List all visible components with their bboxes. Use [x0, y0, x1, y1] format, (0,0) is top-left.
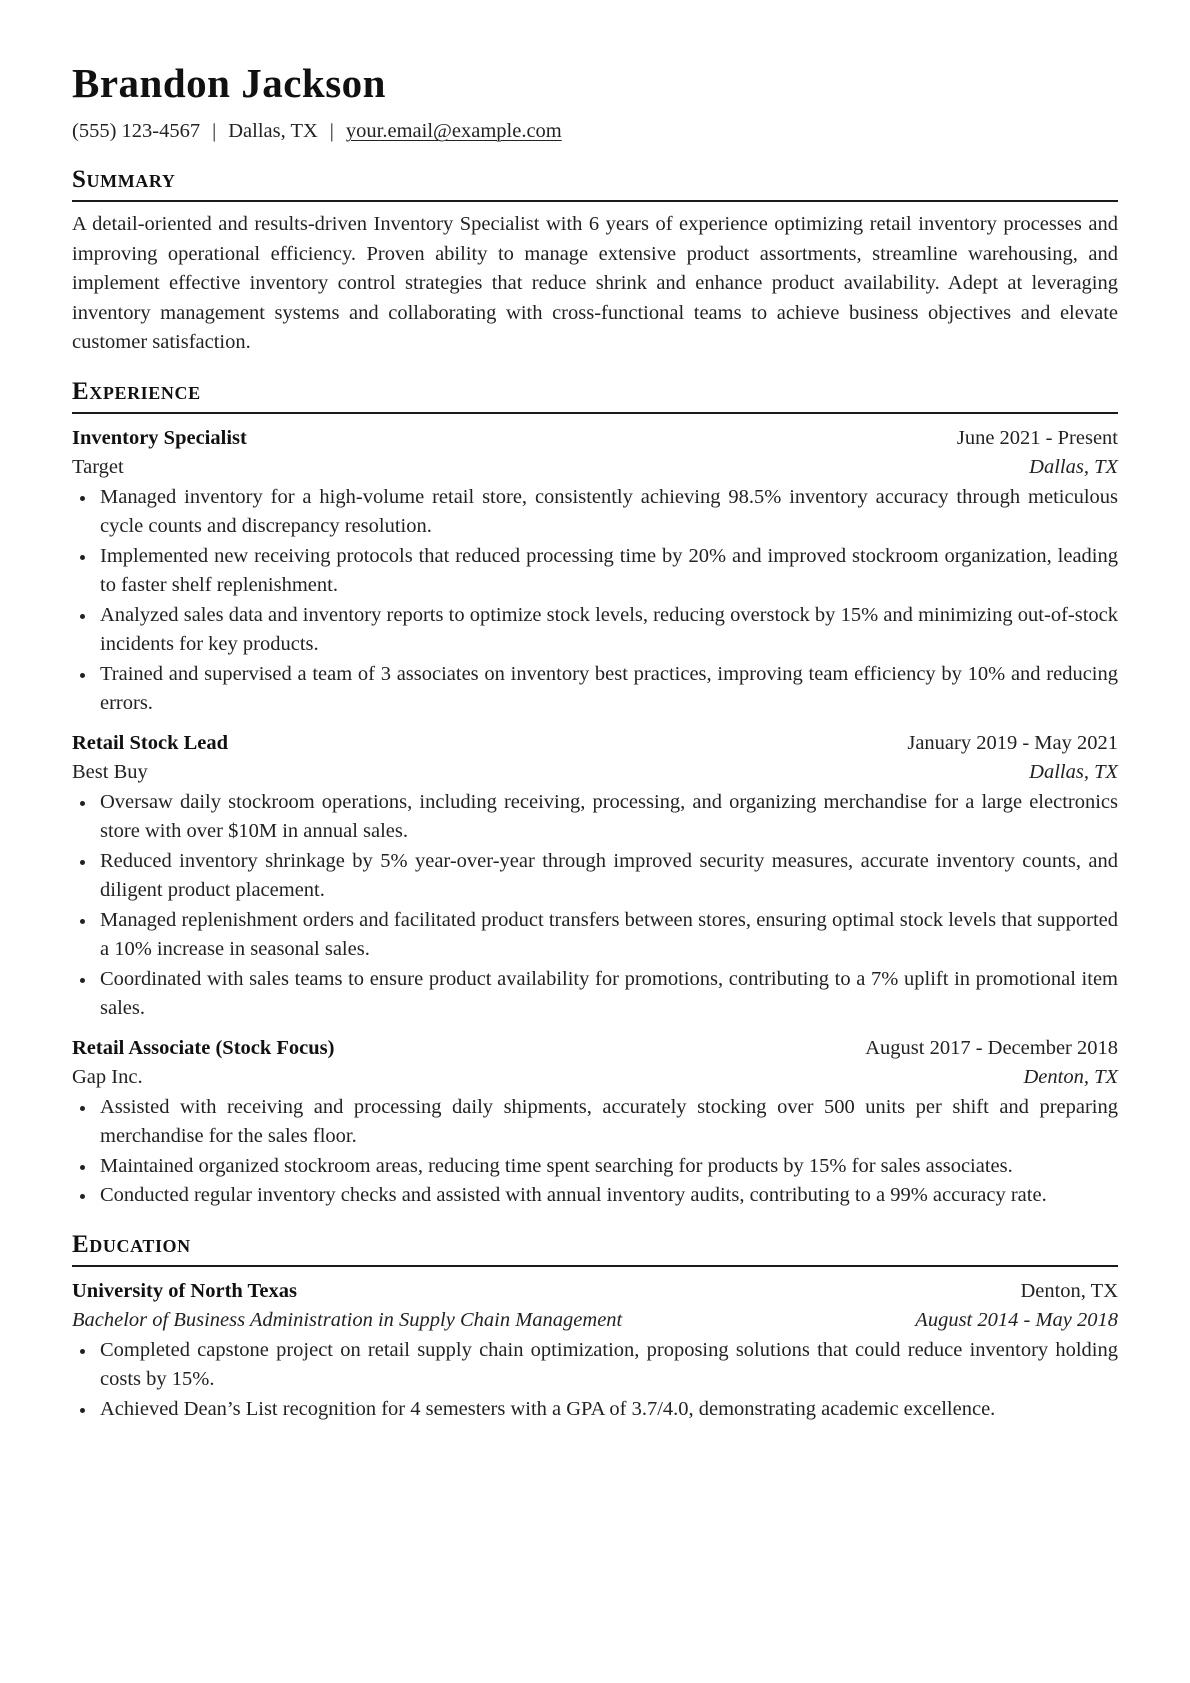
- contact-line: [72, 118, 1118, 144]
- section-divider: [72, 1265, 1118, 1267]
- experience-section: [72, 378, 1118, 1211]
- bullet-item: [72, 1181, 1118, 1211]
- bullet-icon: [80, 496, 85, 501]
- email-link[interactable]: your.email@example.com: [345, 120, 562, 142]
- job-location: Denton, TX: [1023, 1066, 1118, 1088]
- school-location: Denton, TX: [1020, 1279, 1118, 1302]
- education-section: [72, 1231, 1118, 1425]
- job-bullets: [72, 483, 1118, 719]
- bullet-icon: [80, 555, 85, 560]
- bullet-item: [72, 1336, 1118, 1395]
- bullet-text: Managed inventory for a high-volume retail store, consistently achieving 98.5% inventory accuracy through meticulous cycle counts and discrepancy resolution.: [100, 485, 1118, 537]
- job-dates: June 2021 - Present: [956, 426, 1118, 449]
- section-divider: [72, 200, 1118, 202]
- company: Best Buy: [72, 761, 148, 783]
- bullet-text: Trained and supervised a team of 3 associates on inventory best practices, improving team efficiency by 10% and reducing errors.: [100, 662, 1118, 714]
- bullet-text: Achieved Dean’s List recognition for 4 semesters with a GPA of 3.7/4.0, demonstrating academic excellence.: [100, 1397, 996, 1420]
- phone: (555) 123-4567: [72, 120, 201, 142]
- section-title-experience: Experience: [72, 377, 201, 405]
- summary-text: A detail-oriented and results-driven Inventory Specialist with 6 years of experience optimizing retail inventory processes and improving operational efficiency. Proven ability to manage extensive product assortments, streamline warehousing, and implement effective inventory control strategies that reduce shrink and enhance product availability. Adept at leveraging inventory management systems and collaborating with cross-functional teams to achieve business objectives and elevate customer satisfaction.: [72, 213, 1118, 353]
- bullet-text: Reduced inventory shrinkage by 5% year-over-year through improved security measures, accurate inventory counts, and diligent product placement.: [100, 849, 1118, 901]
- section-title-summary: Summary: [72, 166, 176, 193]
- bullet-icon: [80, 1408, 85, 1413]
- school-name: University of North Texas: [72, 1279, 297, 1302]
- company: Target: [72, 456, 124, 478]
- job-bullets: [72, 1093, 1118, 1211]
- job-entry: [72, 424, 1118, 719]
- job-dates: January 2019 - May 2021: [907, 731, 1118, 754]
- bullet-item: [72, 906, 1118, 965]
- location: Dallas, TX: [228, 120, 318, 142]
- bullet-item: [72, 483, 1118, 542]
- bullet-item: [72, 788, 1118, 847]
- bullet-item: [72, 1093, 1118, 1152]
- bullet-icon: [80, 614, 85, 619]
- bullet-text: Maintained organized stockroom areas, reducing time spent searching for products by 15% for sales associates.: [100, 1154, 1013, 1177]
- bullet-icon: [80, 1165, 85, 1170]
- bullet-text: Analyzed sales data and inventory reports to optimize stock levels, reducing overstock by 15% and minimizing out-of-stock incidents for key products.: [100, 603, 1118, 655]
- job-location: Dallas, TX: [1029, 761, 1118, 783]
- separator: |: [329, 120, 334, 142]
- bullet-item: [72, 660, 1118, 719]
- section-divider: [72, 412, 1118, 414]
- separator: |: [212, 120, 217, 142]
- job-entry: [72, 1034, 1118, 1211]
- education-dates: August 2014 - May 2018: [915, 1309, 1118, 1331]
- bullet-item: [72, 847, 1118, 906]
- bullet-icon: [80, 801, 85, 806]
- job-bullets: [72, 788, 1118, 1024]
- bullet-text: Assisted with receiving and processing daily shipments, accurately stocking over 500 units per shift and preparing merchandise for the sales floor.: [100, 1095, 1118, 1147]
- job-title: Retail Associate (Stock Focus): [72, 1036, 335, 1059]
- education-entry: [72, 1277, 1118, 1425]
- job-dates: August 2017 - December 2018: [865, 1036, 1118, 1059]
- bullet-icon: [80, 860, 85, 865]
- bullet-text: Managed replenishment orders and facilitated product transfers between stores, ensuring optimal stock levels that supported a 10% increase in seasonal sales.: [100, 908, 1118, 960]
- bullet-icon: [80, 673, 85, 678]
- bullet-text: Coordinated with sales teams to ensure product availability for promotions, contributing to a 7% uplift in promotional item sales.: [100, 967, 1118, 1019]
- section-title-education: Education: [72, 1230, 191, 1258]
- bullet-item: [72, 1395, 1118, 1425]
- bullet-icon: [80, 1194, 85, 1199]
- summary-section: [72, 166, 1118, 358]
- bullet-text: Oversaw daily stockroom operations, including receiving, processing, and organizing merchandise for a large electronics store with over $10M in annual sales.: [100, 790, 1118, 842]
- company: Gap Inc.: [72, 1066, 143, 1088]
- resume-page: [72, 58, 1118, 1424]
- bullet-item: [72, 965, 1118, 1024]
- bullet-item: [72, 1152, 1118, 1182]
- bullet-item: [72, 542, 1118, 601]
- bullet-icon: [80, 1106, 85, 1111]
- job-title: Retail Stock Lead: [72, 731, 229, 754]
- bullet-icon: [80, 978, 85, 983]
- bullet-item: [72, 601, 1118, 660]
- bullet-text: Implemented new receiving protocols that reduced processing time by 20% and improved stockroom organization, leading to faster shelf replenishment.: [100, 544, 1118, 596]
- candidate-name: Brandon Jackson: [72, 60, 386, 106]
- job-location: Dallas, TX: [1029, 456, 1118, 478]
- job-entry: [72, 729, 1118, 1024]
- bullet-text: Conducted regular inventory checks and assisted with annual inventory audits, contributing to a 99% accuracy rate.: [100, 1184, 1047, 1206]
- education-bullets: [72, 1336, 1118, 1425]
- bullet-icon: [80, 919, 85, 924]
- degree: Bachelor of Business Administration in Supply Chain Management: [72, 1309, 623, 1331]
- job-title: Inventory Specialist: [72, 426, 247, 449]
- bullet-icon: [80, 1349, 85, 1354]
- bullet-text: Completed capstone project on retail supply chain optimization, proposing solutions that could reduce inventory holding costs by 15%.: [100, 1338, 1118, 1390]
